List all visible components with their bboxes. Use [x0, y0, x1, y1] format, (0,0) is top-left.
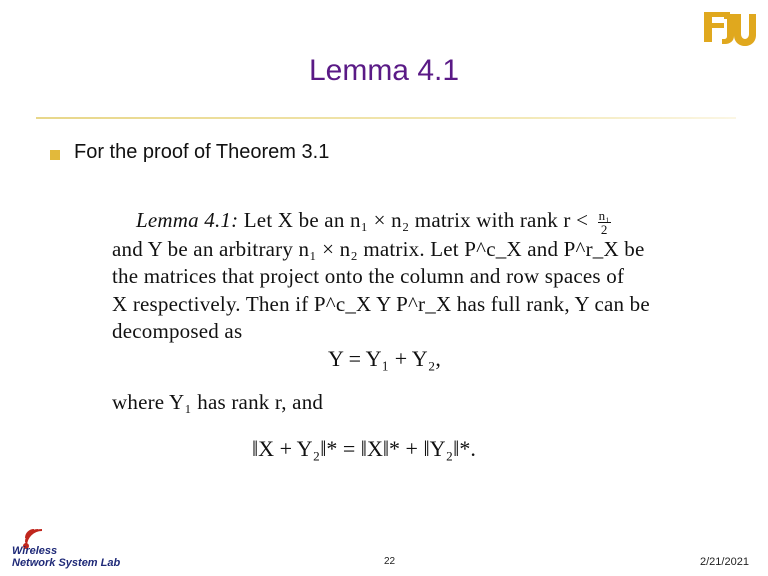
- fraction-numerator: n₁: [598, 207, 610, 223]
- lemma-line-1-text: Let X be an n₁ × n₂ matrix with rank r <: [238, 208, 589, 232]
- wireless-lab-logo-icon: [8, 522, 148, 570]
- lemma-line-2: and Y be an arbitrary n₁ × n₂ matrix. Let P^c_X and P^r_X be: [112, 237, 645, 261]
- lemma-line-3: the matrices that project onto the column and row spaces of: [112, 264, 625, 288]
- lemma-line-5: decomposed as: [112, 319, 243, 343]
- lemma-image: [112, 200, 682, 470]
- footer-logo-line2: Network System Lab: [12, 557, 121, 569]
- slide-title: Lemma 4.1: [308, 54, 460, 87]
- equation-1: Y = Y₁ + Y₂,: [328, 346, 441, 371]
- title-divider: [36, 117, 736, 119]
- equation-2: ‖X + Y₂‖* = ‖X‖* + ‖Y₂‖*.: [252, 436, 476, 461]
- page-number: 22: [384, 556, 396, 567]
- bullet-text: For the proof of Theorem 3.1: [74, 141, 330, 163]
- fju-logo-icon: [700, 6, 758, 48]
- lemma-line-4: X respectively. Then if P^c_X Y P^r_X has full rank, Y can be: [112, 292, 650, 316]
- fraction: [598, 209, 611, 236]
- lemma-line-6: where Y₁ has rank r, and: [112, 390, 324, 414]
- fraction-denominator: 2: [600, 221, 608, 237]
- bullet-item: [50, 141, 329, 164]
- footer-logo-line1: Wireless: [12, 545, 58, 557]
- lemma-line-1: [136, 208, 611, 236]
- lemma-label: Lemma 4.1:: [136, 208, 239, 232]
- slide-date: 2/21/2021: [700, 556, 749, 568]
- bullet-square-icon: [50, 150, 60, 160]
